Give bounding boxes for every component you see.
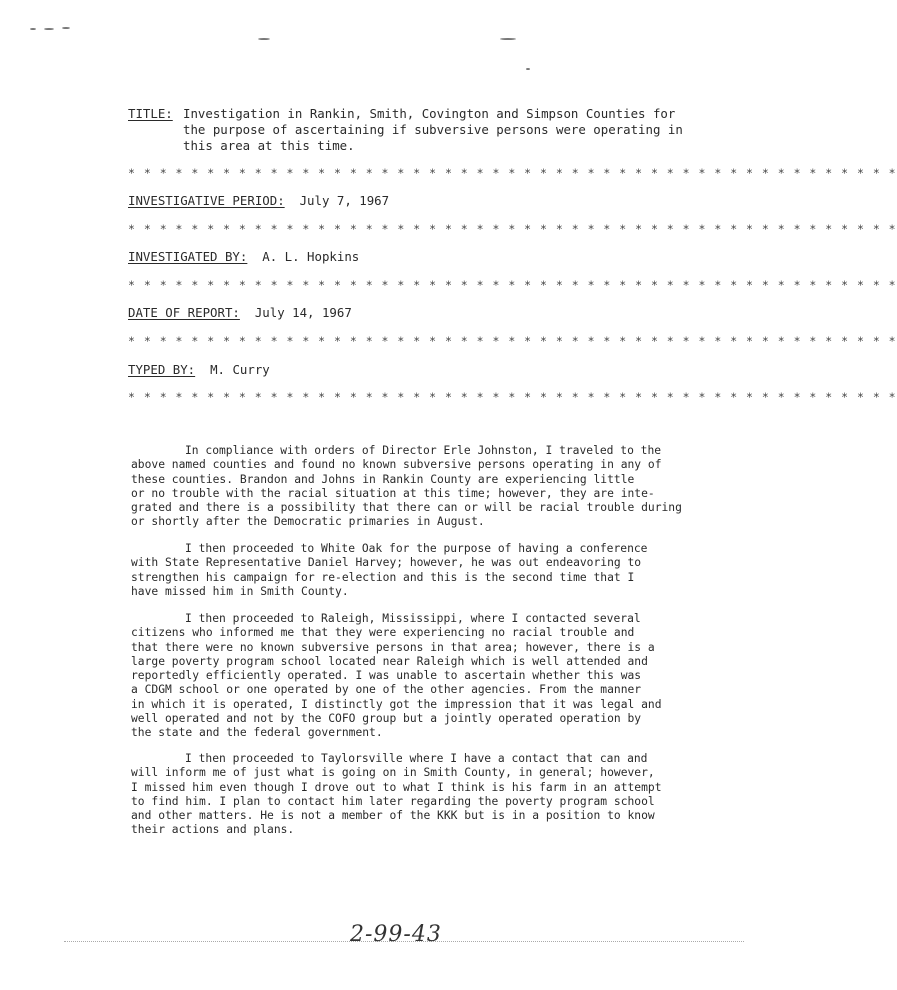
scan-mark [44, 28, 54, 30]
scan-mark [62, 27, 70, 29]
separator: * * * * * * * * * * * * * * * * * * * * * * * * * * * * * * * * * * * * * * * * * * * * * * * * * [128, 222, 897, 236]
paragraph-line: a CDGM school or one operated by one of the other agencies. From the manner [131, 683, 642, 697]
typed-value: M. Curry [210, 362, 270, 377]
paragraph-line: I then proceeded to Taylorsville where I have a contact that can and [185, 752, 648, 765]
body-paragraph [131, 612, 711, 741]
paragraph-line: strengthen his campaign for re-election and this is the second time that I [131, 570, 635, 584]
paragraph-line: or no trouble with the racial situation at this time; however, they are inte- [131, 486, 655, 500]
paragraph-line: with State Representative Daniel Harvey; however, he was out endeavoring to [131, 556, 642, 570]
paragraph-line: large poverty program school located near Raleigh which is well attended and [131, 654, 648, 668]
scan-mark [258, 38, 270, 40]
paragraph-line: I then proceeded to Raleigh, Mississippi, where I contacted several [185, 612, 641, 625]
paragraph-line: reportedly efficiently operated. I was unable to ascertain whether this was [131, 669, 642, 683]
period-value: July 7, 1967 [299, 193, 390, 208]
body-paragraph [131, 542, 711, 599]
paragraph-line: well operated and not by the COFO group but a jointly operated operation by [131, 712, 642, 726]
paragraph-line: and other matters. He is not a member of the KKK but is in a position to know [131, 809, 655, 823]
report-date-value: July 14, 1967 [254, 305, 352, 320]
title-block [128, 106, 698, 154]
body-paragraph [131, 752, 711, 838]
paragraph-line: to find him. I plan to contact him later regarding the poverty program school [131, 794, 655, 808]
paragraph-line: that there were no known subversive persons in that area; however, there is a [131, 640, 655, 654]
body-paragraph [131, 444, 711, 530]
period-label: INVESTIGATIVE PERIOD: [128, 193, 285, 208]
paragraph-line: their actions and plans. [131, 823, 295, 837]
paragraph-line: or shortly after the Democratic primaries in August. [131, 515, 485, 529]
date-of-report [128, 305, 352, 320]
paragraph-line: In compliance with orders of Director Erle Johnston, I traveled to the [185, 444, 662, 457]
separator: * * * * * * * * * * * * * * * * * * * * * * * * * * * * * * * * * * * * * * * * * * * * * * * * * [128, 390, 897, 404]
scan-mark [500, 38, 516, 40]
title-text: Investigation in Rankin, Smith, Covington and Simpson Counties for the purpose of ascertaining if subversive persons were operating in this area at this time. [183, 106, 683, 153]
scan-mark [526, 68, 530, 70]
paragraph-line: citizens who informed me that they were experiencing no racial trouble and [131, 626, 635, 640]
investigator-label: INVESTIGATED BY: [128, 249, 248, 264]
investigated-by [128, 249, 359, 264]
typed-label: TYPED BY: [128, 362, 196, 377]
separator: * * * * * * * * * * * * * * * * * * * * * * * * * * * * * * * * * * * * * * * * * * * * * * * * * [128, 278, 897, 292]
paragraph-line: in which it is operated, I distinctly got the impression that it was legal and [131, 697, 662, 711]
separator: * * * * * * * * * * * * * * * * * * * * * * * * * * * * * * * * * * * * * * * * * * * * * * * * * [128, 334, 897, 348]
paragraph-line: the state and the federal government. [131, 726, 383, 740]
title-label: TITLE: [128, 106, 173, 121]
typed-by [128, 362, 270, 377]
paragraph-line: have missed him in Smith County. [131, 584, 349, 598]
paragraph-line: I missed him even though I drove out to what I think is his farm in an attempt [131, 780, 662, 794]
paragraph-line: I then proceeded to White Oak for the purpose of having a conference [185, 542, 648, 555]
file-number: 2-99-43 [350, 922, 442, 947]
paragraph-line: above named counties and found no known subversive persons operating in any of [131, 458, 662, 472]
report-date-label: DATE OF REPORT: [128, 305, 240, 320]
separator: * * * * * * * * * * * * * * * * * * * * * * * * * * * * * * * * * * * * * * * * * * * * * * * * * [128, 166, 897, 180]
scan-mark [30, 28, 36, 30]
paragraph-line: these counties. Brandon and Johns in Rankin County are experiencing little [131, 472, 635, 486]
investigator-value: A. L. Hopkins [262, 249, 360, 264]
investigative-period [128, 193, 389, 208]
paragraph-line: will inform me of just what is going on in Smith County, in general; however, [131, 766, 655, 780]
paragraph-line: grated and there is a possibility that there can or will be racial trouble during [131, 501, 682, 515]
